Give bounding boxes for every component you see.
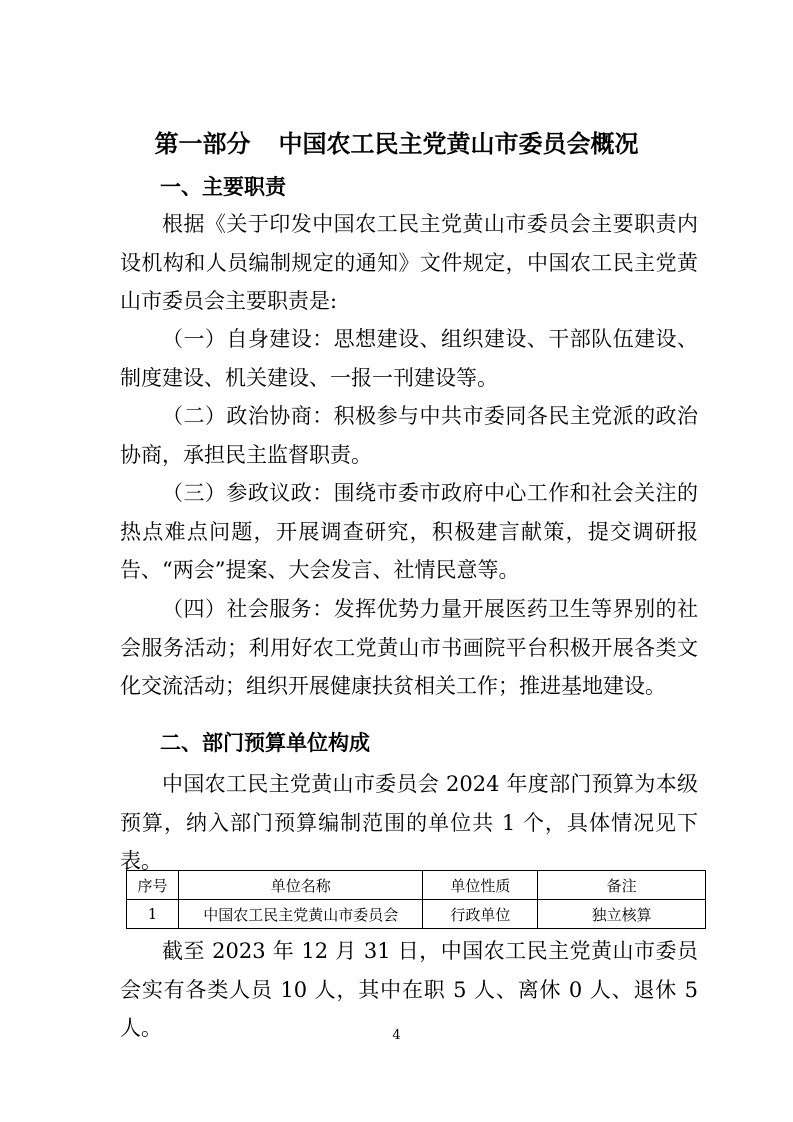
table-cell: 中国农工民主党黄山市委员会 xyxy=(178,900,423,929)
units-intro-paragraph: 中国农工民主党黄山市委员会 2024 年度部门预算为本级预算，纳入部门预算编制范围的单位共 1 个，具体情况见下表。 xyxy=(120,772,698,873)
table-header-cell: 单位性质 xyxy=(423,871,538,900)
table-row xyxy=(127,900,706,929)
table-cell: 行政单位 xyxy=(423,900,538,929)
staff-paragraph: 截至 2023 年 12 月 31 日，中国农工民主党黄山市委员会实有各类人员 10 人，其中在职 5 人、离休 0 人、退休 5 人。 xyxy=(120,939,698,1040)
duty-item-3: （三）参政议政：围绕市委市政府中心工作和社会关注的热点难点问题，开展调查研究，积极建言献策，提交调研报告、“两会”提案、大会发言、社情民意等。 xyxy=(120,481,698,582)
duty-item-4: （四）社会服务：发挥优势力量开展医药卫生等界别的社会服务活动；利用好农工党黄山市书画院平台积极开展各类文化交流活动；组织开展健康扶贫相关工作；推进基地建设。 xyxy=(120,597,698,698)
units-table xyxy=(126,870,706,929)
table-cell: 1 xyxy=(127,900,179,929)
duties-intro-paragraph: 根据《关于印发中国农工民主党黄山市委员会主要职责内设机构和人员编制规定的通知》文件规定，中国农工民主党黄山市委员会主要职责是: xyxy=(120,212,698,313)
table-header-row xyxy=(127,871,706,900)
duty-item-2: （二）政治协商：积极参与中共市委同各民主党派的政治协商，承担民主监督职责。 xyxy=(120,404,698,467)
table-header-cell: 序号 xyxy=(127,871,179,900)
section-heading-units: 二、部门预算单位构成 xyxy=(160,731,370,755)
table-header-cell: 单位名称 xyxy=(178,871,423,900)
page-title xyxy=(0,126,793,162)
table-header-cell: 备注 xyxy=(538,871,706,900)
section-heading-duties: 一、主要职责 xyxy=(160,175,286,199)
page-number: 4 xyxy=(392,1028,401,1043)
table-cell: 独立核算 xyxy=(538,900,706,929)
title-part: 第一部分 xyxy=(154,130,251,158)
title-name: 中国农工民主党黄山市委员会概况 xyxy=(278,130,639,158)
duty-item-1: （一）自身建设：思想建设、组织建设、干部队伍建设、制度建设、机关建设、一报一刊建设等。 xyxy=(120,327,698,390)
